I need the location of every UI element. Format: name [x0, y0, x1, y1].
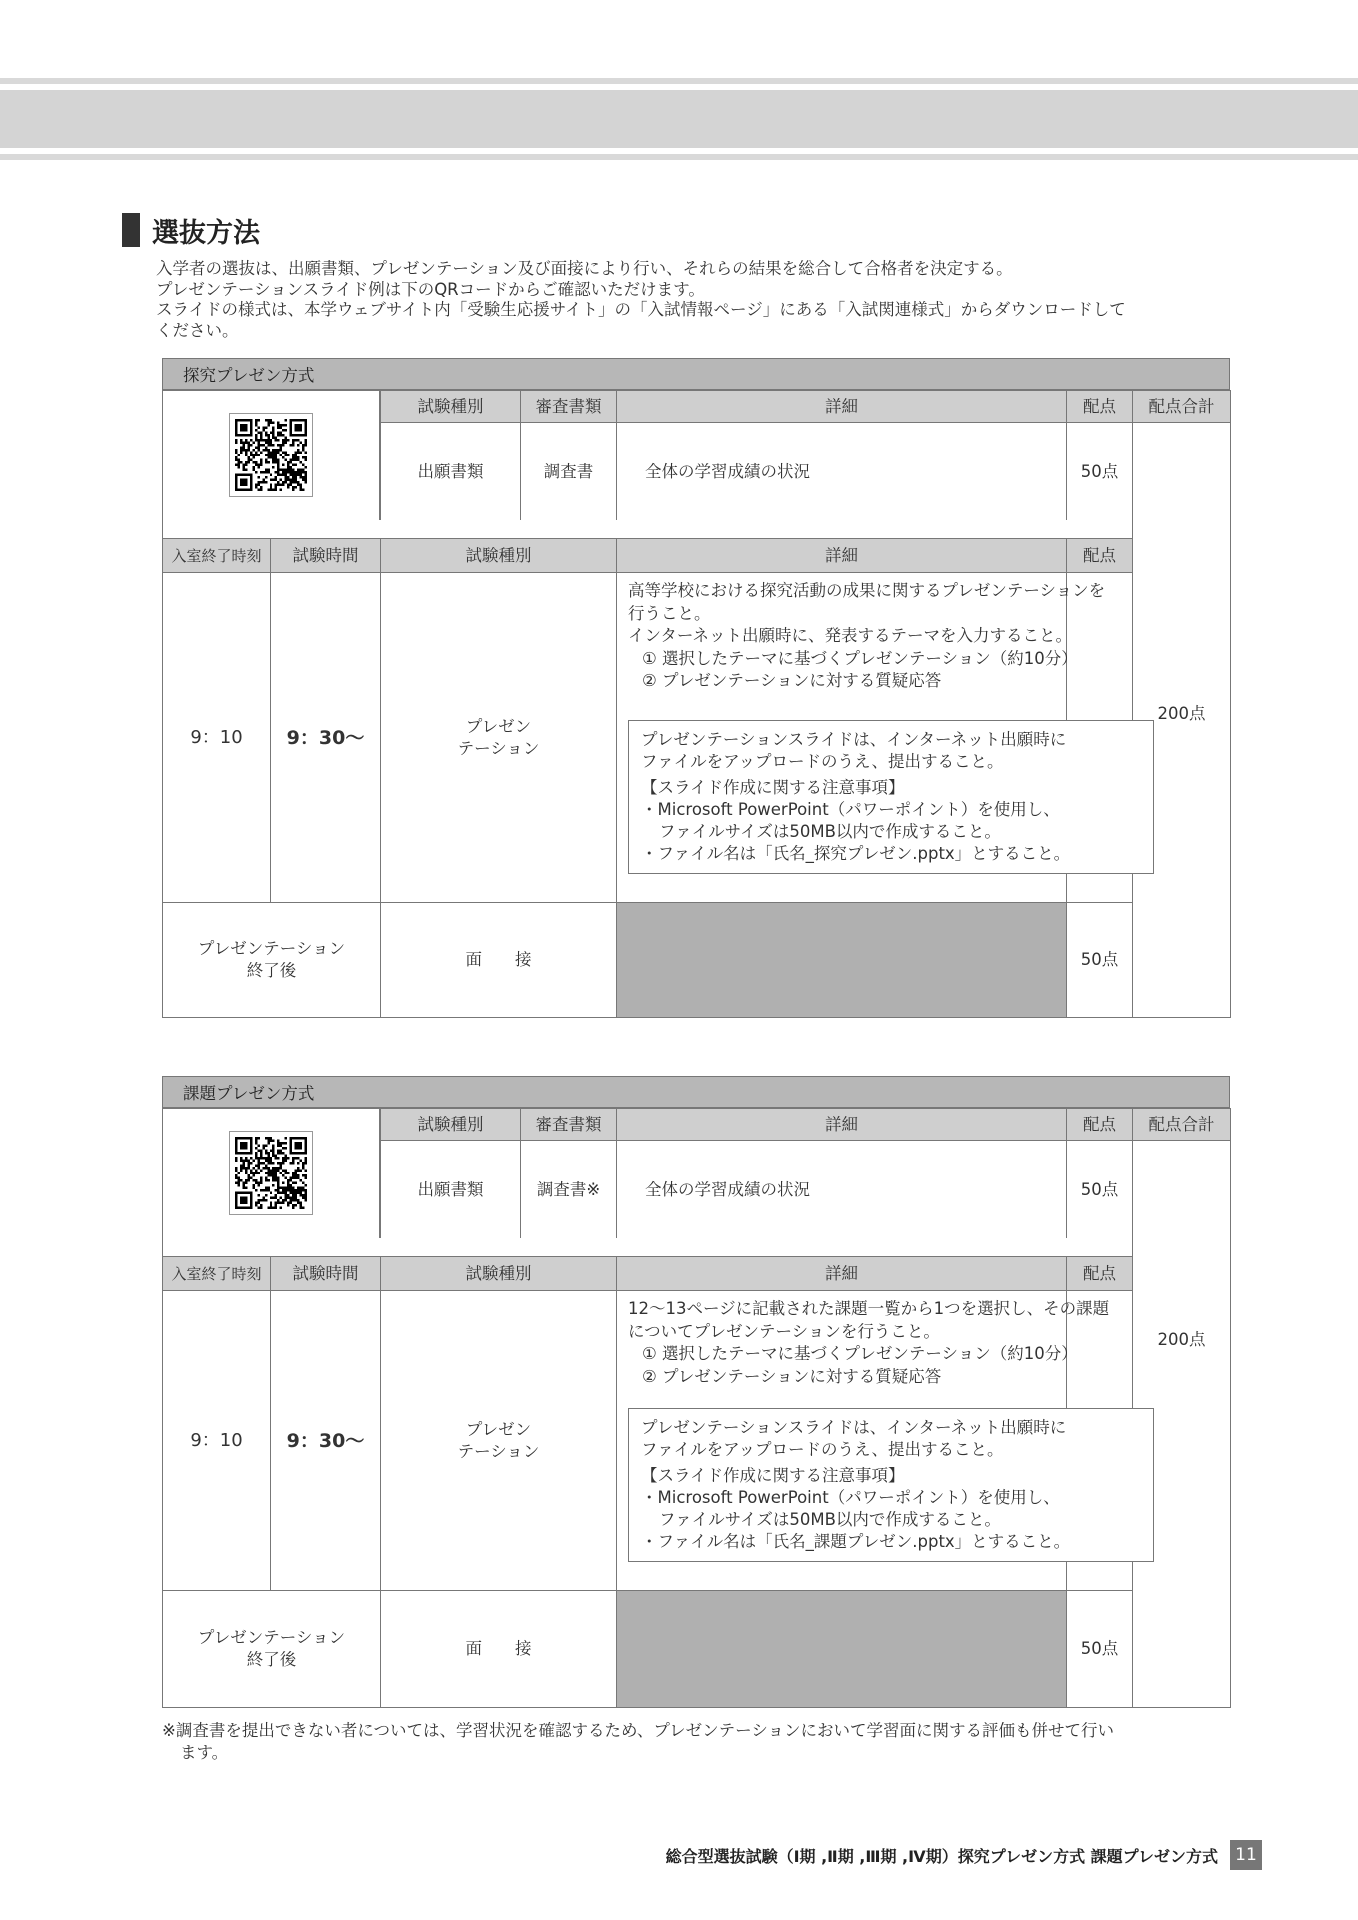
intro-line: ください。 — [156, 320, 239, 340]
detail-line: についてプレゼンテーションを行うこと。 — [628, 1321, 940, 1341]
footer-title: 総合型選抜試験（Ⅰ期 ,Ⅱ期 ,Ⅲ期 ,Ⅳ期）探究プレゼン方式 課題プレゼン方式 — [665, 1846, 1218, 1866]
slide-note-box — [628, 720, 1154, 874]
col-header-detail: 詳細 — [616, 390, 1067, 423]
col-header-score: 配点 — [1066, 390, 1133, 423]
intro-line: スライドの様式は、本学ウェブサイト内「受験生応援サイト」の「入試情報ページ」にある「入試関連様式」からダウンロードして — [156, 300, 1126, 319]
detail-line: 高等学校における探究活動の成果に関するプレゼンテーションを — [628, 581, 1106, 600]
total-score-cell: 200点 — [1132, 1140, 1231, 1708]
section-heading — [122, 212, 260, 248]
detail-item: ② プレゼンテーションに対する質疑応答 — [642, 1366, 942, 1386]
entry-time-cell: 9：10 — [162, 1290, 271, 1591]
selection-table-kadai — [162, 1076, 1230, 1708]
heading-bar-icon — [122, 213, 140, 247]
interview-time-cell — [162, 902, 381, 1018]
interview-detail-shaded — [616, 902, 1067, 1018]
note-line: プレゼンテーションスライドは、インターネット出願時に — [641, 1418, 1067, 1437]
doc-type-cell: 出願書類 — [380, 422, 521, 521]
detail-line: インターネット出願時に、発表するテーマを入力すること。 — [628, 626, 1073, 645]
note-line: ファイルサイズは50MB以内で作成すること。 — [659, 822, 1001, 841]
qr-code-icon[interactable] — [229, 413, 313, 497]
col-header-entry: 入室終了時刻 — [162, 538, 271, 573]
spacer-row — [162, 1238, 1133, 1257]
qr-area — [162, 390, 380, 521]
col-header-type: 試験種別 — [380, 390, 521, 423]
detail-item: ② プレゼンテーションに対する質疑応答 — [642, 671, 942, 690]
exam-type-cell-line: テーション — [457, 1441, 540, 1461]
col-header-exam-type: 試験種別 — [380, 1256, 617, 1291]
footnote-line: ます。 — [180, 1743, 229, 1762]
note-line: ファイルサイズは50MB以内で作成すること。 — [659, 1510, 1001, 1529]
exam-type-cell-line: プレゼン — [465, 1419, 532, 1439]
header-band — [0, 90, 1358, 148]
note-line: ・Microsoft PowerPoint（パワーポイント）を使用し、 — [641, 800, 1060, 819]
interview-time-cell-line: 終了後 — [246, 961, 297, 980]
total-score-cell: 200点 — [1132, 422, 1231, 1018]
top-rule — [0, 78, 1358, 84]
exam-type-cell-line: プレゼン — [465, 716, 532, 736]
detail-line: 12〜13ページに記載された課題一覧から1つを選択し、その課題 — [628, 1299, 1110, 1318]
col-header-exam-type: 試験種別 — [380, 538, 617, 573]
page-footer — [666, 1840, 1262, 1870]
interview-time-cell-line: プレゼンテーション — [197, 1628, 346, 1647]
col-header-exam-detail: 詳細 — [616, 1256, 1067, 1291]
exam-type-cell — [380, 1290, 617, 1591]
note-line: ファイルをアップロードのうえ、提出すること。 — [641, 752, 1004, 771]
col-header-exam-score: 配点 — [1066, 1256, 1133, 1291]
interview-score-cell: 50点 — [1066, 902, 1133, 1018]
interview-type-cell: 面 接 — [380, 1590, 617, 1708]
note-line: ・Microsoft PowerPoint（パワーポイント）を使用し、 — [641, 1488, 1060, 1507]
selection-table-tankyu — [162, 358, 1230, 1018]
detail-item: ① 選択したテーマに基づくプレゼンテーション（約10分） — [642, 1344, 1078, 1363]
top-rule-lower — [0, 154, 1358, 160]
entry-time-cell: 9：10 — [162, 572, 271, 903]
col-header-time: 試験時間 — [270, 1256, 381, 1291]
footnote-line: ※調査書を提出できない者については、学習状況を確認するため、プレゼンテーションにおいて学習面に関する評価も併せて行い — [162, 1721, 1115, 1740]
col-header-total: 配点合計 — [1132, 390, 1231, 423]
col-header-time: 試験時間 — [270, 538, 381, 573]
footnote — [162, 1720, 1232, 1764]
exam-time-cell: 9：30〜 — [270, 572, 381, 903]
detail-line: 行うこと。 — [628, 603, 711, 623]
note-line: ・ファイル名は「氏名_課題プレゼン.pptx」とすること。 — [641, 1532, 1071, 1551]
doc-score-cell: 50点 — [1066, 1140, 1133, 1239]
col-header-docs: 審査書類 — [520, 390, 617, 423]
doc-name-cell: 調査書 — [520, 422, 617, 521]
doc-score-cell: 50点 — [1066, 422, 1133, 521]
note-line: プレゼンテーションスライドは、インターネット出願時に — [641, 730, 1067, 749]
doc-detail-cell: 全体の学習成績の状況 — [616, 422, 1067, 521]
intro-line: プレゼンテーションスライド例は下のQRコードからご確認いただけます。 — [156, 279, 705, 299]
doc-detail-cell: 全体の学習成績の状況 — [616, 1140, 1067, 1239]
interview-type-cell: 面 接 — [380, 902, 617, 1018]
interview-time-cell-line: 終了後 — [246, 1650, 297, 1669]
exam-detail-text — [628, 580, 1105, 693]
col-header-total: 配点合計 — [1132, 1108, 1231, 1141]
col-header-exam-score: 配点 — [1066, 538, 1133, 573]
table-title: 課題プレゼン方式 — [162, 1076, 1230, 1108]
col-header-exam-detail: 詳細 — [616, 538, 1067, 573]
interview-score-cell: 50点 — [1066, 1590, 1133, 1708]
doc-type-cell: 出願書類 — [380, 1140, 521, 1239]
interview-detail-shaded — [616, 1590, 1067, 1708]
note-line: 【スライド作成に関する注意事項】 — [641, 778, 905, 797]
spacer-row — [162, 520, 1133, 539]
note-line: ファイルをアップロードのうえ、提出すること。 — [641, 1440, 1004, 1459]
note-line: 【スライド作成に関する注意事項】 — [641, 1466, 905, 1485]
qr-area — [162, 1108, 380, 1239]
table-title: 探究プレゼン方式 — [162, 358, 1230, 390]
exam-type-cell-line: テーション — [457, 738, 540, 758]
intro-line: 入学者の選抜は、出願書類、プレゼンテーション及び面接により行い、それらの結果を総合して合格者を決定する。 — [156, 259, 1013, 278]
col-header-type: 試験種別 — [380, 1108, 521, 1141]
exam-detail-text — [628, 1298, 1109, 1388]
interview-time-cell — [162, 1590, 381, 1708]
page-number: 11 — [1230, 1840, 1262, 1870]
note-line: ・ファイル名は「氏名_探究プレゼン.pptx」とすること。 — [641, 844, 1071, 863]
exam-time-cell: 9：30〜 — [270, 1290, 381, 1591]
qr-code-icon[interactable] — [229, 1131, 313, 1215]
detail-item: ① 選択したテーマに基づくプレゼンテーション（約10分） — [642, 648, 1078, 668]
col-header-detail: 詳細 — [616, 1108, 1067, 1141]
interview-time-cell-line: プレゼンテーション — [197, 939, 346, 958]
exam-type-cell — [380, 572, 617, 903]
intro-text — [156, 259, 1236, 341]
col-header-docs: 審査書類 — [520, 1108, 617, 1141]
heading-title: 選抜方法 — [152, 217, 260, 249]
slide-note-box — [628, 1408, 1154, 1562]
col-header-entry: 入室終了時刻 — [162, 1256, 271, 1291]
col-header-score: 配点 — [1066, 1108, 1133, 1141]
doc-name-cell: 調査書※ — [520, 1140, 617, 1239]
